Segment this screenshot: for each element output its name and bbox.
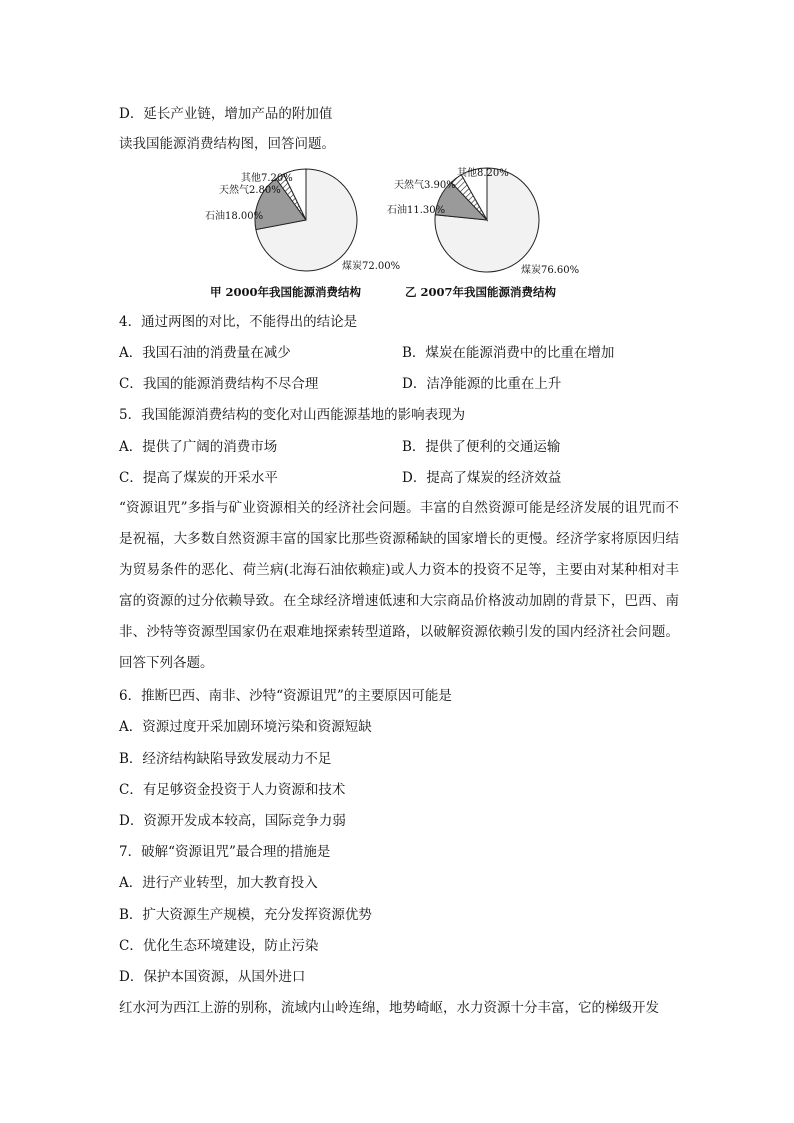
pie1-label-0: 煤炭72.00% (342, 261, 401, 272)
pie1-title: 甲 2000年我国能源消费结构 (210, 285, 362, 299)
q5-option-b: B．提供了便利的交通运输 (402, 439, 561, 455)
question-6: 6．推断巴西、南非、沙特“资源诅咒”的主要原因可能是 (119, 688, 452, 704)
pie2-label-0: 煤炭76.60% (521, 265, 580, 276)
q5-option-a: A．提供了广阔的消费市场 (119, 439, 278, 455)
q6-option-c: C．有足够资金投资于人力资源和技术 (119, 782, 346, 798)
passage-resource-curse: “资源诅咒”多指与矿业资源相关的经济社会问题。丰富的自然资源可能是经济发展的诅咒而不是祝福，大多数自然资源丰富的国家比那些资源稀缺的国家增长的更慢。经济学家将原因归结为贸易条件的恶化、荷兰病(北海石油依赖症)或人力资本的投资不足等，主要由对某种相对丰富的资源的过分依赖导致。在全球经济增速低速和大宗商品价格波动加剧的背景下，巴西、南非、沙特等资源型国家仍在艰难地探索转型道路，以破解资源依赖引发的国内经济社会问题。回答下列各题。 (119, 500, 679, 671)
pie1-label-3: 其他7.20% (241, 173, 293, 184)
q5-option-c: C．提高了煤炭的开采水平 (119, 470, 278, 486)
pie2-label-1: 石油11.30% (387, 205, 446, 216)
q4-option-b: B．煤炭在能源消费中的比重在增加 (402, 345, 615, 361)
pie1-label-2: 天然气2.80% (219, 185, 281, 196)
pie2-label-3: 其他8.20% (457, 168, 509, 179)
q7-option-d: D．保护本国资源，从国外进口 (119, 969, 306, 985)
q6-option-b: B．经济结构缺陷导致发展动力不足 (119, 751, 332, 767)
question-4: 4．通过两图的对比，不能得出的结论是 (119, 314, 358, 330)
pie2-title: 乙 2007年我国能源消费结构 (405, 285, 557, 299)
question-7: 7．破解“资源诅咒”最合理的措施是 (119, 844, 331, 860)
q4-option-d: D．洁净能源的比重在上升 (402, 376, 562, 392)
q7-option-c: C．优化生态环境建设，防止污染 (119, 938, 319, 954)
q4-option-c: C．我国的能源消费结构不尽合理 (119, 376, 319, 392)
q7-option-b: B．扩大资源生产规模，充分发挥资源优势 (119, 907, 372, 923)
instruction: 读我国能源消费结构图，回答问题。 (119, 136, 335, 152)
q5-option-d: D．提高了煤炭的经济效益 (402, 470, 562, 486)
passage-hongshui-river: 红水河为西江上游的别称，流域内山岭连绵，地势崎岖，水力资源十分丰富，它的梯级开发 (119, 1000, 659, 1016)
pie-charts-svg (200, 163, 600, 303)
q7-option-a: A．进行产业转型，加大教育投入 (119, 875, 318, 891)
pie-charts (200, 163, 600, 303)
pie1-label-1: 石油18.00% (205, 211, 264, 222)
q6-option-d: D．资源开发成本较高，国际竞争力弱 (119, 813, 346, 829)
question-5: 5．我国能源消费结构的变化对山西能源基地的影响表现为 (119, 407, 466, 423)
q4-option-a: A．我国石油的消费量在减少 (119, 345, 291, 361)
q6-option-a: A．资源过度开采加剧环境污染和资源短缺 (119, 719, 372, 735)
pie2-label-2: 天然气3.90% (394, 180, 456, 191)
option-d-line: D．延长产业链，增加产品的附加值 (119, 106, 333, 122)
